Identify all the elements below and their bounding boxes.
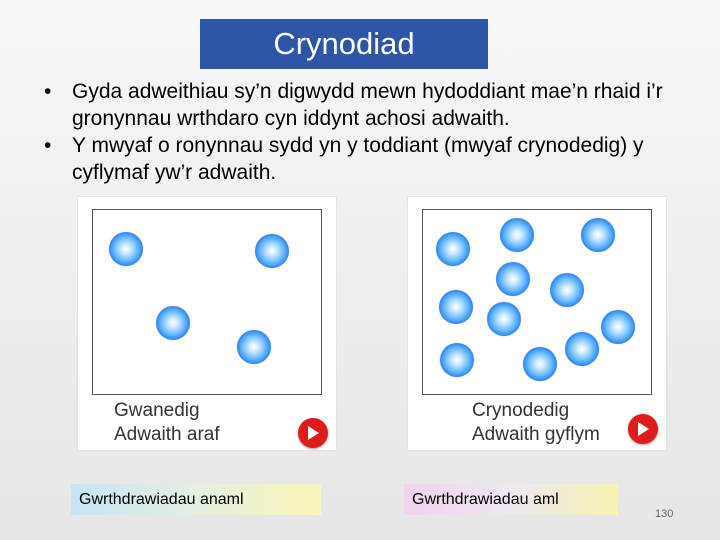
concentrated-animation-panel — [408, 197, 666, 450]
particle-icon — [440, 343, 474, 377]
particle-icon — [601, 310, 635, 344]
particle-icon — [500, 218, 534, 252]
play-button-icon[interactable] — [298, 418, 328, 448]
bullet-list — [40, 78, 700, 186]
concentrated-caption-line1: Crynodedig — [472, 400, 570, 421]
rare-collisions-label — [71, 484, 321, 515]
bullet-marker: • — [44, 80, 52, 103]
play-triangle-icon — [636, 421, 650, 437]
particle-icon — [439, 290, 473, 324]
frequent-collisions-label — [404, 484, 618, 515]
dilute-animation-panel — [78, 197, 336, 450]
particle-icon — [109, 232, 143, 266]
particle-icon — [237, 330, 271, 364]
bullet-marker: • — [44, 134, 52, 157]
page-number: 130 — [655, 508, 674, 520]
particle-icon — [565, 332, 599, 366]
bullet-text: Gyda adweithiau sy’n digwydd mewn hydoddiant mae’n rhaid i’r gronynnau wrthdaro cyn iddynt achosi adwaith. — [72, 80, 663, 130]
slide-title — [200, 19, 488, 69]
frequent-collisions-text: Gwrthdrawiadau aml — [412, 490, 559, 508]
particle-icon — [436, 232, 470, 266]
concentrated-caption — [472, 399, 652, 447]
slide-title-text: Crynodiad — [273, 26, 415, 61]
dilute-solution-container — [92, 209, 322, 395]
bullet-text: Y mwyaf o ronynnau sydd yn y toddiant (mwyaf crynodedig) y cyflymaf yw’r adwaith. — [72, 134, 644, 184]
particle-icon — [487, 302, 521, 336]
bullet-item — [40, 132, 700, 186]
particle-icon — [523, 347, 557, 381]
play-triangle-icon — [306, 425, 320, 441]
particle-icon — [550, 273, 584, 307]
bullet-item — [40, 78, 700, 132]
rare-collisions-text: Gwrthdrawiadau anaml — [79, 490, 244, 508]
particle-icon — [496, 262, 530, 296]
particle-icon — [581, 218, 615, 252]
particle-icon — [156, 306, 190, 340]
play-button-icon[interactable] — [628, 414, 658, 444]
dilute-caption-line1: Gwanedig — [114, 400, 200, 421]
concentrated-solution-container — [422, 209, 652, 395]
dilute-caption-line2: Adwaith araf — [114, 424, 220, 445]
concentrated-caption-line2: Adwaith gyflym — [472, 424, 600, 445]
dilute-caption — [114, 399, 274, 447]
particle-icon — [255, 234, 289, 268]
